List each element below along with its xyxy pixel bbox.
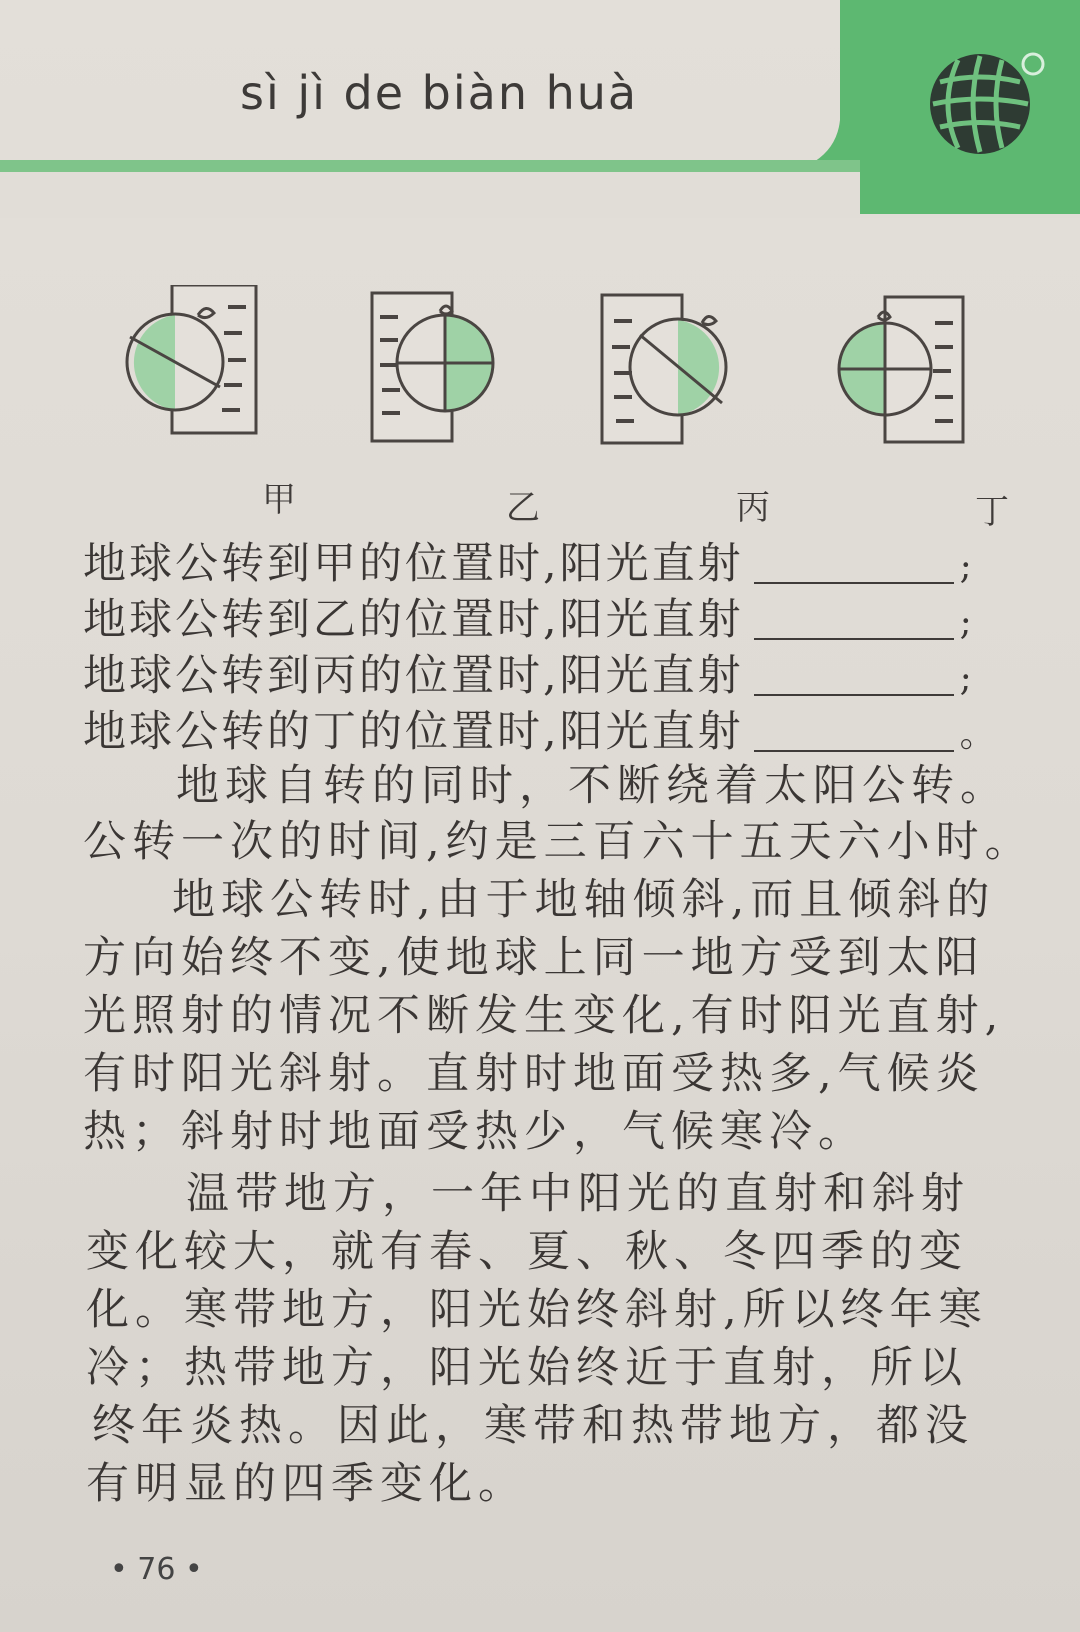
- body-line: 热；斜射时地面受热少，气候寒冷。: [83, 1107, 867, 1157]
- earth-orbit-figures: [0, 285, 1080, 525]
- body-line: 地球公转时,由于地轴倾斜,而且倾斜的: [172, 875, 996, 925]
- figure-bing: [602, 295, 726, 443]
- question-text: 地球公转的丁的位置时,阳光直射: [83, 707, 744, 757]
- pinyin-title: sì jì de biàn huà: [240, 66, 639, 120]
- question-end: 。: [959, 714, 999, 755]
- question-end: ;: [959, 602, 975, 643]
- body-line: 化。寒带地方，阳光始终斜射,所以终年寒: [86, 1285, 988, 1335]
- question-text: 地球公转到乙的位置时,阳光直射: [83, 595, 744, 645]
- body-line: 温带地方，一年中阳光的直射和斜射: [186, 1169, 970, 1219]
- question-line: [83, 642, 975, 703]
- question-end: ;: [959, 658, 975, 699]
- page-number: • 76 •: [110, 1552, 203, 1587]
- body-line: 有时阳光斜射。直射时地面受热多,气候炎: [83, 1049, 985, 1099]
- question-text: 地球公转到甲的位置时,阳光直射: [83, 539, 744, 589]
- figure-label-ding: 丁: [975, 492, 1009, 532]
- question-line: [83, 530, 975, 591]
- answer-blank[interactable]: [754, 714, 954, 752]
- question-line: [83, 698, 999, 759]
- question-end: ;: [959, 546, 975, 587]
- figure-yi: [372, 293, 493, 441]
- question-text: 地球公转到丙的位置时,阳光直射: [83, 651, 744, 701]
- figure-jia: [127, 285, 256, 433]
- question-line: [83, 586, 975, 647]
- body-line: 终年炎热。因此，寒带和热带地方，都没: [92, 1401, 974, 1451]
- body-line: 方向始终不变,使地球上同一地方受到太阳: [83, 933, 985, 983]
- figure-label-bing: 丙: [736, 488, 770, 528]
- body-line: 光照射的情况不断发生变化,有时阳光直射,: [83, 991, 1005, 1041]
- body-line: 公转一次的时间,约是三百六十五天六小时。: [83, 817, 1034, 867]
- answer-blank[interactable]: [754, 658, 954, 696]
- figure-ding: [839, 297, 964, 442]
- globe-icon: [928, 52, 1048, 162]
- body-line: 有明显的四季变化。: [86, 1459, 527, 1509]
- body-line: 变化较大，就有春、夏、秋、冬四季的变: [86, 1227, 968, 1277]
- figure-label-yi: 乙: [506, 488, 540, 528]
- body-line: 地球自转的同时，不断绕着太阳公转。: [176, 761, 1009, 811]
- answer-blank[interactable]: [754, 546, 954, 584]
- answer-blank[interactable]: [754, 602, 954, 640]
- figure-label-jia: 甲: [262, 480, 296, 520]
- body-line: 冷；热带地方，阳光始终近于直射，所以: [86, 1343, 968, 1393]
